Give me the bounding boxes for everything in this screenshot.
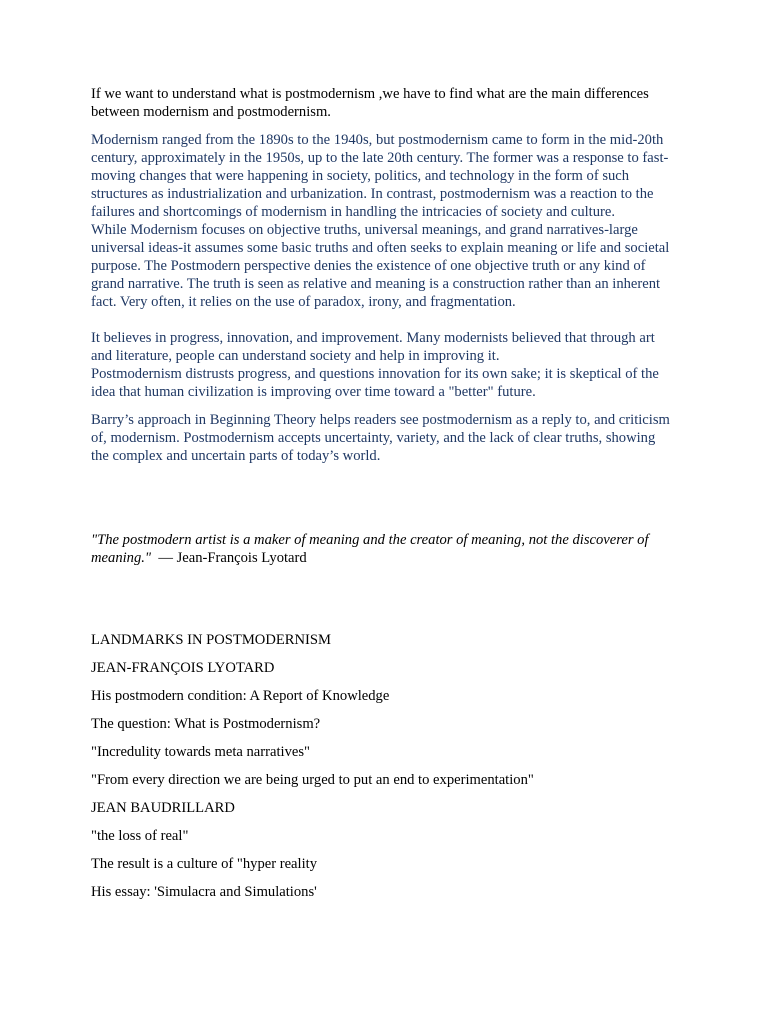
list-item: His postmodern condition: A Report of Knowledge — [91, 688, 390, 704]
list-item: The question: What is Postmodernism? — [91, 716, 321, 732]
lyotard-heading: JEAN-FRANÇOIS LYOTARD — [91, 660, 275, 676]
list-item: "Incredulity towards meta narratives" — [91, 744, 310, 760]
quote-attribution: — Jean-François Lyotard — [151, 550, 307, 566]
landmarks-list — [91, 631, 676, 901]
truths-paragraph: While Modernism focuses on objective truths, universal meanings, and grand narratives-large universal ideas-it assumes some basic truths and often seeks to explain meaning or life and societal purpose. The Postmodern perspective denies the existence of one objective truth or any kind of grand narrative. The truth is seen as relative and meaning is a construction rather than an inherent fact. Very often, it relies on the use of paradox, irony, and fragmentation. — [91, 222, 670, 310]
baudrillard-heading: JEAN BAUDRILLARD — [91, 800, 235, 816]
list-item: "From every direction we are being urged to put an end to experimentation" — [91, 772, 534, 788]
quote-text: "The postmodern artist is a maker of meaning and the creator of meaning, not the discoverer of meaning." — [91, 532, 649, 566]
list-item: "the loss of real" — [91, 828, 189, 844]
distrust-paragraph: Postmodernism distrusts progress, and questions innovation for its own sake; it is skeptical of the idea that human civilization is improving over time toward a "better" future. — [91, 366, 659, 400]
list-item: His essay: 'Simulacra and Simulations' — [91, 884, 317, 900]
lyotard-quote — [91, 531, 676, 567]
document-page — [91, 85, 676, 911]
barry-paragraph: Barry’s approach in Beginning Theory helps readers see postmodernism as a reply to, and criticism of, modernism. Postmodernism accepts uncertainty, variety, and the lack of clear truths, showing the complex and uncertain parts of today’s world. — [91, 412, 670, 464]
blank-line — [91, 311, 676, 329]
intro-paragraph: If we want to understand what is postmodernism ,we have to find what are the main differences between modernism and postmodernism. — [91, 86, 649, 120]
landmarks-heading: LANDMARKS IN POSTMODERNISM — [91, 632, 332, 648]
list-item: The result is a culture of "hyper reality — [91, 856, 317, 872]
progress-paragraph: It believes in progress, innovation, and improvement. Many modernists believed that through art and literature, people can understand society and help in improving it. — [91, 330, 655, 364]
modernism-dates-paragraph: Modernism ranged from the 1890s to the 1940s, but postmodernism came to form in the mid-20th century, approximately in the 1950s, up to the late 20th century. The former was a response to fast-moving changes that were happening in society, politics, and technology in the form of such structures as industrialization and urbanization. In contrast, postmodernism was a reaction to the failures and shortcomings of modernism in handling the intricacies of society and culture. — [91, 132, 669, 220]
